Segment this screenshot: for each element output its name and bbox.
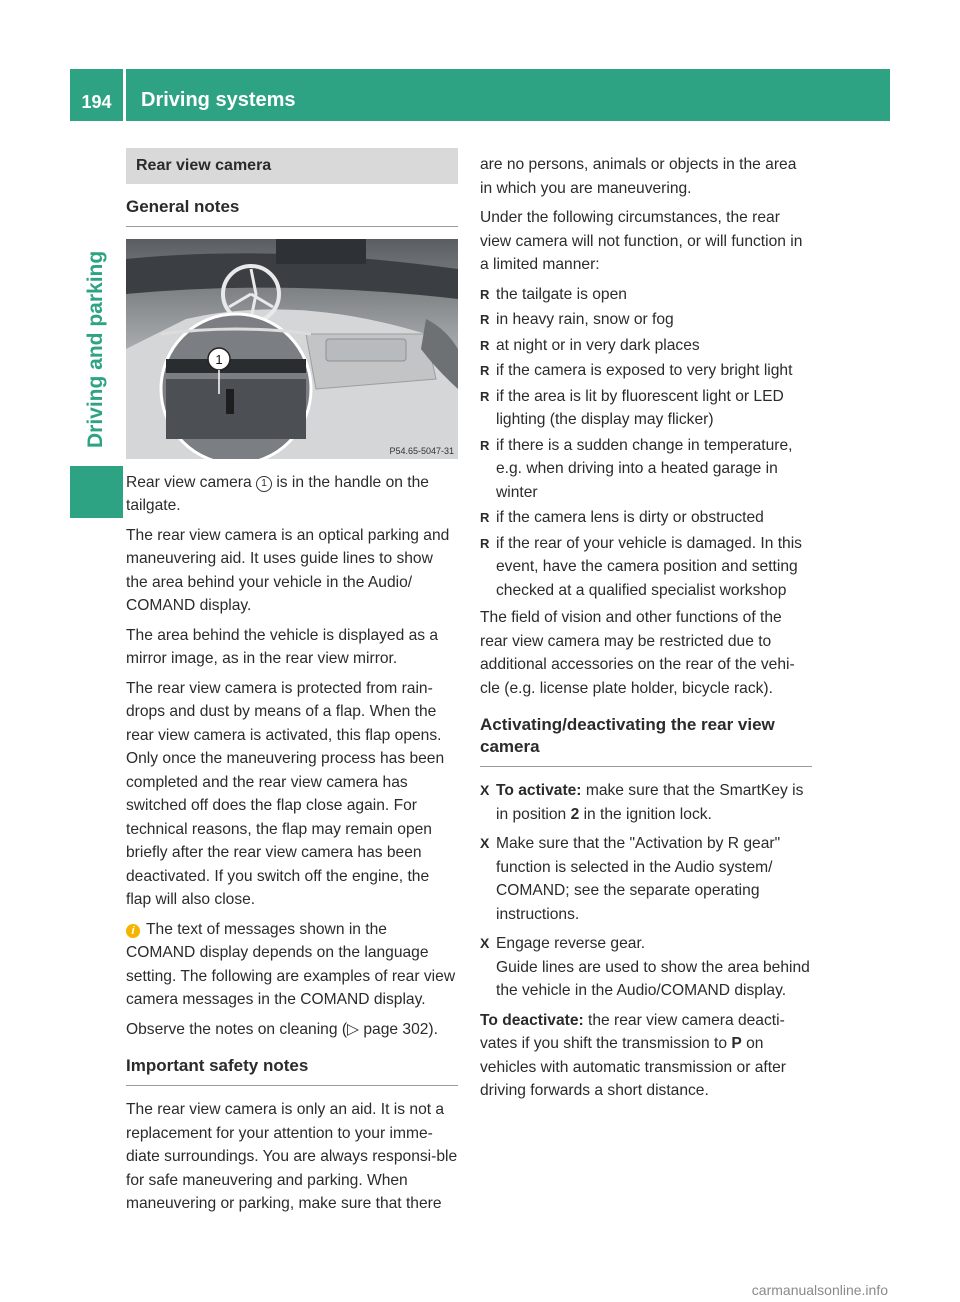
watermark: carmanualsonline.info — [751, 1282, 888, 1298]
cleaning-reference: Observe the notes on cleaning (▷ page 302). — [126, 1020, 438, 1038]
chapter-title: Driving systems — [126, 69, 890, 121]
paragraph: The rear view camera is protected from rain-drops and dust by means of a flap. When the rear view camera is activated, this flap opens. Only once the maneuvering process has been completed and the rear view camera has switched off does the flap close again. For technical reasons, the flap may remain open briefly after the rear view camera has been deactivated. If you switch off the engine, the flap will also close. — [126, 679, 445, 908]
step-item: X To activate: make sure that the SmartKey is in position 2 in the ignition lock. — [480, 779, 812, 826]
list-item: R if the area is lit by fluorescent light or LED lighting (the display may flicker) — [480, 385, 812, 432]
paragraph: The area behind the vehicle is displayed as a mirror image, as in the rear view mirror. — [126, 626, 439, 667]
camera-location-paragraph: Rear view camera 1 is in the handle on the tailgate. — [126, 473, 429, 514]
section-title: Rear view camera — [126, 148, 458, 184]
callout-marker-icon: 1 — [256, 476, 272, 492]
paragraph: The field of vision and other functions of the rear view camera may be restricted due to additional accessories on the rear of the vehi-cle (e.g. license plate holder, bicycle rack). — [480, 609, 795, 697]
deactivate-paragraph: To deactivate: the rear view camera deacti-vates if you shift the transmission to P on vehicles with automatic transmission or after driving forwards a short distance. — [480, 1011, 786, 1099]
right-column — [480, 153, 812, 1109]
list-item: R the tailgate is open — [480, 283, 812, 307]
info-note — [126, 918, 458, 1012]
info-icon: i — [126, 924, 140, 938]
list-item: R if the camera is exposed to very bright light — [480, 359, 812, 383]
step-item: X Engage reverse gear. Guide lines are used to show the area behind the vehicle in the Audio/COMAND display. — [480, 932, 812, 1003]
conditions-list — [480, 283, 812, 603]
list-item: R in heavy rain, snow or fog — [480, 308, 812, 332]
conditions-intro: Under the following circumstances, the rear view camera will not function, or will function in a limited manner: — [480, 209, 803, 273]
step-item: X Make sure that the "Activation by R gear" function is selected in the Audio system/ COMAND; see the separate operating instructions. — [480, 832, 812, 926]
side-tab-label: Driving and parking — [84, 250, 107, 448]
list-item: R if there is a sudden change in temperature, e.g. when driving into a heated garage in winter — [480, 434, 812, 505]
left-column — [126, 148, 458, 1222]
paragraph: The rear view camera is an optical parking and maneuvering aid. It uses guide lines to show the area behind your vehicle in the Audio/ COMAND display. — [126, 526, 450, 614]
page-number: 194 — [70, 69, 123, 121]
info-note-text: The text of messages shown in the COMAND display depends on the language setting. The following are examples of rear view camera messages in the COMAND display. — [126, 920, 456, 1008]
rear-camera-photo — [126, 239, 458, 459]
photo-code: P54.65-5047-31 — [389, 445, 454, 456]
list-item: R if the camera lens is dirty or obstructed — [480, 506, 812, 530]
safety-notes-title: Important safety notes — [126, 1055, 458, 1086]
list-item: R at night or in very dark places — [480, 334, 812, 358]
side-tab-marker — [70, 466, 123, 518]
activating-title: Activating/deactivating the rear view camera — [480, 714, 812, 767]
paragraph: are no persons, animals or objects in the area in which you are maneuvering. — [480, 156, 797, 197]
safety-paragraph: The rear view camera is only an aid. It is not a replacement for your attention to your imme-diate surroundings. You are always responsi-ble for safe maneuvering and parking. When maneuvering or parking, make sure that there — [126, 1101, 458, 1212]
general-notes-title: General notes — [126, 196, 458, 227]
photo-callout-number: 1 — [215, 351, 223, 367]
page-header — [70, 69, 890, 121]
list-item: R if the rear of your vehicle is damaged. In this event, have the camera position and setting checked at a qualified specialist workshop — [480, 532, 812, 603]
steps-list — [480, 779, 812, 1003]
